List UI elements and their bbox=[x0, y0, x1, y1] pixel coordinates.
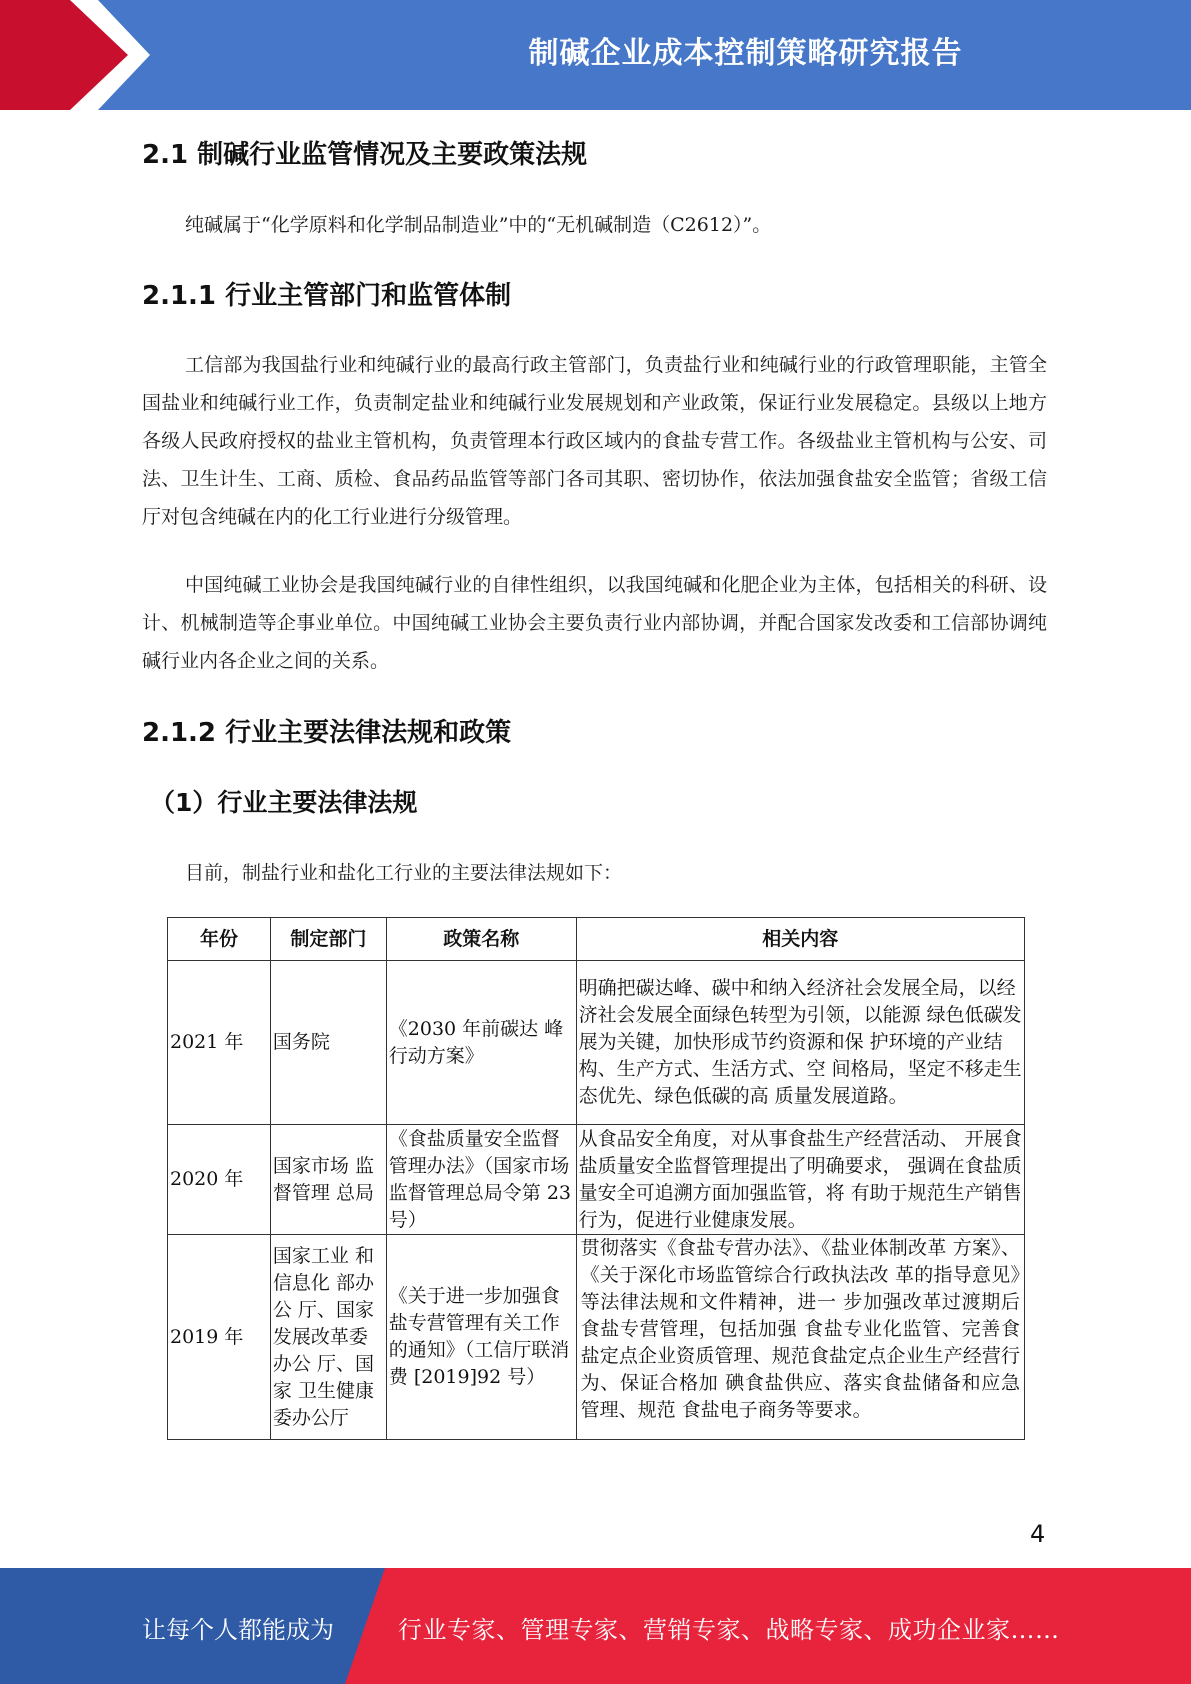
table-row bbox=[168, 961, 1025, 1125]
section-2-1-1-paragraph-1: 工信部为我国盐行业和纯碱行业的最高行政主管部门，负责盐行业和纯碱行业的行政管理职能，主管全国盐业和纯碱行业工作，负责制定盐业和纯碱行业发展规划和产业政策，保证行业发展稳定。县级以上地方各级人民政府授权的盐业主管机构，负责管理本行政区域内的食盐专营工作。各级盐业主管机构与公安、司法、卫生计生、工商、质检、食品药品监管等部门各司其职、密切协作，依法加强食盐安全监管；省级工信厅对包含纯碱在内的化工行业进行分级管理。 bbox=[142, 354, 1047, 528]
cell-content-clipped bbox=[576, 1235, 1024, 1440]
section-2-1-1-heading: 2.1.1 行业主管部门和监管体制 bbox=[142, 281, 512, 311]
cell-policy: 《食盐质量安全监督管理办法》（国家市场监督管理总局令第 23 号） bbox=[386, 1125, 576, 1235]
cell-policy: 《2030 年前碳达 峰行动方案》 bbox=[386, 961, 576, 1125]
section-2-1-heading: 2.1 制碱行业监管情况及主要政策法规 bbox=[142, 140, 588, 170]
laws-table bbox=[167, 917, 1025, 1440]
section-2-1-2-heading: 2.1.2 行业主要法律法规和政策 bbox=[142, 718, 512, 748]
page-footer bbox=[0, 1568, 1191, 1684]
cell-content: 明确把碳达峰、碳中和纳入经济社会发展全局，以经济社会发展全面绿色转型为引领，以能源 绿色低碳发展为关键，加快形成节约资源和保 护环境的产业结构、生产方式、生活方式、空 间格局，坚定不移走生态优先、绿色低碳的高 质量发展道路。 bbox=[576, 961, 1024, 1125]
cell-year: 2020 年 bbox=[168, 1125, 271, 1235]
page-number: 4 bbox=[1030, 1520, 1046, 1548]
cell-year: 2021 年 bbox=[168, 961, 271, 1125]
cell-department: 国务院 bbox=[270, 961, 386, 1125]
cell-department: 国家市场 监督管理 总局 bbox=[270, 1125, 386, 1235]
report-title: 制碱企业成本控制策略研究报告 bbox=[528, 36, 963, 71]
header-department: 制定部门 bbox=[270, 918, 386, 961]
footer-slogan-left: 让每个人都能成为 bbox=[142, 1616, 334, 1644]
cell-policy: 《关于进一步加强食盐专营管理有关工作的通知》（工信厅联消费 [2019]92 号） bbox=[386, 1235, 576, 1440]
table-row bbox=[168, 1235, 1025, 1440]
header-policy-name: 政策名称 bbox=[386, 918, 576, 961]
page-header bbox=[0, 0, 1191, 110]
section-2-1-paragraph: 纯碱属于“化学原料和化学制品制造业”中的“无机碱制造（C2612）”。 bbox=[185, 214, 772, 236]
cell-year: 2019 年 bbox=[168, 1235, 271, 1440]
header-year: 年份 bbox=[168, 918, 271, 961]
header-content: 相关内容 bbox=[576, 918, 1024, 961]
table-row bbox=[168, 1125, 1025, 1235]
table-header-row bbox=[168, 918, 1025, 961]
section-2-1-1-paragraph-2: 中国纯碱工业协会是我国纯碱行业的自律性组织，以我国纯碱和化肥企业为主体，包括相关的科研、设计、机械制造等企事业单位。中国纯碱工业协会主要负责行业内部协调，并配合国家发改委和工信部协调纯碱行业内各企业之间的关系。 bbox=[142, 574, 1047, 672]
subsection-laws-heading: （1）行业主要法律法规 bbox=[150, 788, 418, 817]
footer-slogan-right: 行业专家、管理专家、营销专家、战略专家、成功企业家…… bbox=[398, 1616, 1060, 1644]
cell-content: 贯彻落实《食盐专营办法》、《盐业体制改革 方案》、《关于深化市场监管综合行政执法改 革的指导意见》等法律法规和文件精神，进一 步加强改革过渡期后食盐专营管理，包括加强 食盐专业化监管、完善食盐定点企业资质管理、规范食盐定点企业生产经营行为、保证合格加 碘食盐供应、落实食盐储备和应急管理、规范 食盐电子商务等要求。 bbox=[580, 1237, 1020, 1421]
cell-content: 从食品安全角度，对从事食盐生产经营活动、 开展食盐质量安全监督管理提出了明确要求， 强调在食盐质量安全可追溯方面加强监管，将 有助于规范生产销售行为，促进行业健康发展。 bbox=[576, 1125, 1024, 1235]
cell-department: 国家工业 和信息化 部办公 厅、国家发展改革委办公 厅、国家 卫生健康委办公厅 bbox=[270, 1235, 386, 1440]
table-intro-paragraph: 目前，制盐行业和盐化工行业的主要法律法规如下： bbox=[185, 862, 623, 884]
